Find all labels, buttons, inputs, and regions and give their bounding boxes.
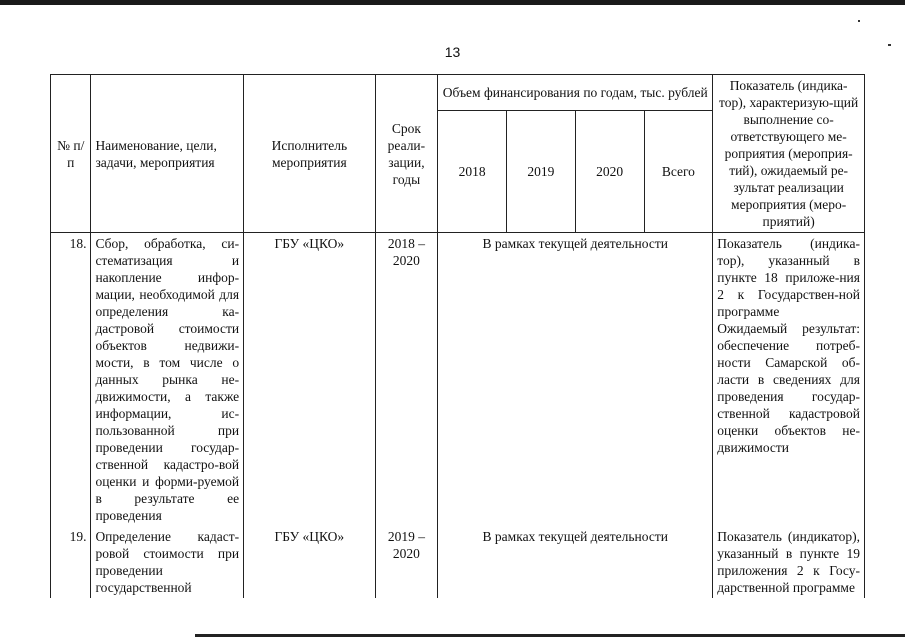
header-indicator: Показатель (индика-тор), характеризую-щий выполнение со-ответствующего ме-роприятия (мероприя-тий), ожидаемый ре-зультат реализации мероприятия (меро-приятий) (713, 75, 865, 233)
row-indicator (713, 233, 865, 527)
row-name: Определение кадаст-ровой стоимости при проведении государственной (91, 526, 244, 598)
scan-top-border (0, 0, 905, 5)
row-indicator-value: Показатель (индикатор), указанный в пункте 19 приложения 2 к Госу-дарственной программе (717, 529, 860, 595)
header-name: Наименование, цели, задачи, мероприятия (91, 75, 244, 233)
row-funding: В рамках текущей деятельности (438, 526, 713, 598)
row-term: 2018 – 2020 (375, 233, 438, 527)
scan-bottom-border (195, 634, 905, 637)
header-executor: Исполнитель мероприятия (244, 75, 375, 233)
row-indicator (713, 526, 865, 598)
header-total: Всего (644, 110, 713, 232)
header-num: № п/п (51, 75, 91, 233)
header-year-2019: 2019 (507, 110, 576, 232)
header-term: Срок реали-зации, годы (375, 75, 438, 233)
row-expected-result: Ожидаемый результат: обеспечение потреб-ности Самарской об-ласти в сведениях для проведения государ-ственной кадастровой оценки объектов не-движимости (717, 321, 860, 455)
row-name: Сбор, обработка, си-стематизация и накопление инфор-мации, необходимой для определения ка-дастровой стоимости объектов недвижи-мости, в том числе о данных рынка не-движимости, а также информации, ис-пользованной при проведении государ-ственной кадастро-вой оценки и форми-руемой в результате ее проведения (91, 233, 244, 527)
row-num: 19. (51, 526, 91, 598)
table-row (51, 233, 865, 527)
program-activities-table (50, 74, 865, 598)
row-indicator-value: Показатель (индика-тор), указанный в пункте 18 приложе-ния 2 к Государствен-ной программе (717, 236, 860, 319)
header-year-2018: 2018 (438, 110, 507, 232)
row-num: 18. (51, 233, 91, 527)
header-year-2020: 2020 (575, 110, 644, 232)
row-funding: В рамках текущей деятельности (438, 233, 713, 527)
header-funding: Объем финансирования по годам, тыс. рублей (438, 75, 713, 111)
row-executor: ГБУ «ЦКО» (244, 233, 375, 527)
table-row (51, 526, 865, 598)
page-number: 13 (444, 44, 461, 60)
scan-speck (858, 20, 860, 22)
row-executor: ГБУ «ЦКО» (244, 526, 375, 598)
row-term: 2019 – 2020 (375, 526, 438, 598)
